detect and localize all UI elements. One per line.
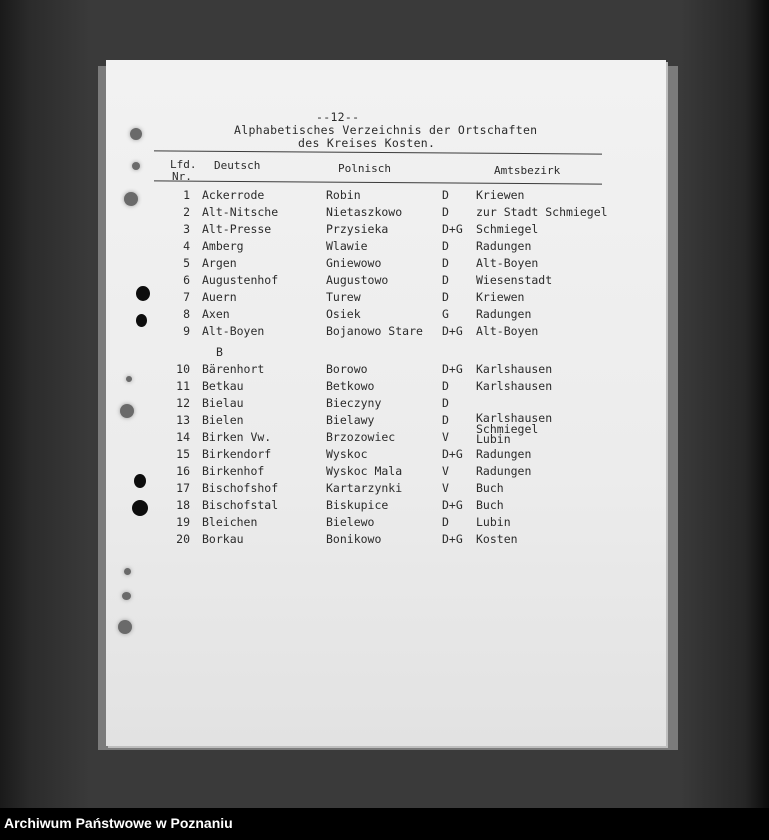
row-number: 7 xyxy=(183,290,190,304)
table-row xyxy=(106,324,666,341)
district-name: Buch xyxy=(476,481,504,495)
header-deutsch: Deutsch xyxy=(214,159,261,172)
polish-name: Augustowo xyxy=(326,273,389,287)
german-name: Betkau xyxy=(202,379,244,393)
row-number: 19 xyxy=(176,515,190,529)
type-code: D xyxy=(442,379,449,393)
document-title: Alphabetisches Verzeichnis der Ortschaften xyxy=(234,123,538,137)
page-number: --12-- xyxy=(316,110,360,124)
polish-name: Biskupice xyxy=(326,498,389,512)
type-code: D xyxy=(442,396,449,410)
german-name: Augustenhof xyxy=(202,273,279,287)
polish-name: Betkowo xyxy=(326,379,375,393)
table-row xyxy=(106,379,666,396)
row-number: 16 xyxy=(176,464,190,478)
type-code: D xyxy=(442,239,449,253)
document-page xyxy=(106,60,666,746)
district-name-secondary: Schmiegel xyxy=(476,422,539,436)
table-row xyxy=(106,532,666,549)
row-number: 9 xyxy=(183,324,190,338)
polish-name: Bonikowo xyxy=(326,532,382,546)
district-name: Wiesenstadt xyxy=(476,273,553,287)
row-number: 11 xyxy=(176,379,190,393)
polish-name: Borowo xyxy=(326,362,368,376)
district-name: Karlshausen xyxy=(476,411,553,425)
german-name: Alt-Presse xyxy=(202,222,272,236)
german-name: Borkau xyxy=(202,532,244,546)
row-number: 15 xyxy=(176,447,190,461)
german-name: Ackerrode xyxy=(202,188,265,202)
row-number: 10 xyxy=(176,362,190,376)
type-code: D+G xyxy=(442,498,463,512)
polish-name: Nietaszkowo xyxy=(326,205,403,219)
type-code: D xyxy=(442,290,449,304)
district-name: Lubin xyxy=(476,515,511,529)
type-code: D+G xyxy=(442,447,463,461)
row-number: 6 xyxy=(183,273,190,287)
polish-name: Kartarzynki xyxy=(326,481,403,495)
row-number: 1 xyxy=(183,188,190,202)
polish-name: Bojanowo Stare xyxy=(326,324,423,338)
district-name: Buch xyxy=(476,498,504,512)
district-name: zur Stadt Schmiegel xyxy=(476,205,608,219)
row-number: 2 xyxy=(183,205,190,219)
table-row xyxy=(106,307,666,324)
polish-name: Turew xyxy=(326,290,361,304)
section-letter-b: B xyxy=(216,345,223,359)
german-name: Auern xyxy=(202,290,237,304)
district-name: Alt-Boyen xyxy=(476,324,539,338)
type-code: G xyxy=(442,307,449,321)
table-row xyxy=(106,447,666,464)
german-name: Birkenhof xyxy=(202,464,265,478)
table-row xyxy=(106,396,666,413)
archive-name: Archiwum Państwowe w Poznaniu xyxy=(4,815,233,831)
header-polnisch: Polnisch xyxy=(338,162,391,175)
district-name: Radungen xyxy=(476,239,532,253)
row-number: 8 xyxy=(183,307,190,321)
row-number: 18 xyxy=(176,498,190,512)
type-code: D xyxy=(442,256,449,270)
archive-footer xyxy=(0,808,769,840)
polish-name: Osiek xyxy=(326,307,361,321)
type-code: D xyxy=(442,205,449,219)
polish-name: Bielewo xyxy=(326,515,375,529)
row-number: 20 xyxy=(176,532,190,546)
row-number: 12 xyxy=(176,396,190,410)
german-name: Bleichen xyxy=(202,515,258,529)
district-name: Radungen xyxy=(476,464,532,478)
row-number: 17 xyxy=(176,481,190,495)
document-content xyxy=(106,60,666,746)
type-code: V xyxy=(442,430,449,444)
polish-name: Bielawy xyxy=(326,413,375,427)
table-row xyxy=(106,411,666,436)
type-code: D xyxy=(442,413,449,427)
table-row xyxy=(106,188,666,205)
german-name: Alt-Boyen xyxy=(202,324,265,338)
german-name: Alt-Nitsche xyxy=(202,205,279,219)
table-row xyxy=(106,515,666,532)
district-name: Radungen xyxy=(476,307,532,321)
german-name: Birken Vw. xyxy=(202,430,272,444)
header-nr: Nr. xyxy=(172,170,192,183)
polish-name: Wyskoc xyxy=(326,447,368,461)
type-code: D+G xyxy=(442,324,463,338)
header-rule-bottom xyxy=(154,180,602,184)
type-code: V xyxy=(442,464,449,478)
table-row xyxy=(106,205,666,222)
polish-name: Przysieka xyxy=(326,222,389,236)
polish-name: Wyskoc Mala xyxy=(326,464,403,478)
district-name: Karlshausen xyxy=(476,362,553,376)
district-name: Alt-Boyen xyxy=(476,256,539,270)
polish-name: Brzozowiec xyxy=(326,430,396,444)
district-name: Radungen xyxy=(476,447,532,461)
german-name: Argen xyxy=(202,256,237,270)
document-subtitle: des Kreises Kosten. xyxy=(298,136,436,150)
type-code: D+G xyxy=(442,362,463,376)
table-row xyxy=(106,273,666,290)
type-code: D xyxy=(442,188,449,202)
type-code: D xyxy=(442,273,449,287)
district-name: Karlshausen xyxy=(476,379,553,393)
type-code: D xyxy=(442,515,449,529)
district-name: Kriewen xyxy=(476,290,525,304)
table-row xyxy=(106,256,666,273)
table-row xyxy=(106,222,666,239)
district-name: Schmiegel xyxy=(476,222,539,236)
german-name: Birkendorf xyxy=(202,447,272,461)
polish-name: Gniewowo xyxy=(326,256,382,270)
row-number: 3 xyxy=(183,222,190,236)
polish-name: Robin xyxy=(326,188,361,202)
table-row xyxy=(106,464,666,481)
german-name: Axen xyxy=(202,307,230,321)
german-name: Amberg xyxy=(202,239,244,253)
district-name: Kosten xyxy=(476,532,518,546)
header-amtsbezirk: Amtsbezirk xyxy=(494,164,561,177)
table-row xyxy=(106,362,666,379)
german-name: Bischofstal xyxy=(202,498,279,512)
german-name: Bischofshof xyxy=(202,481,279,495)
german-name: Bielau xyxy=(202,396,244,410)
table-row xyxy=(106,430,666,447)
district-name: Lubin xyxy=(476,432,511,446)
table-row xyxy=(106,290,666,307)
type-code: V xyxy=(442,481,449,495)
german-name: Bielen xyxy=(202,413,244,427)
row-number: 14 xyxy=(176,430,190,444)
row-number: 4 xyxy=(183,239,190,253)
polish-name: Bieczyny xyxy=(326,396,382,410)
header-lfd: Lfd. xyxy=(170,158,197,171)
row-number: 5 xyxy=(183,256,190,270)
polish-name: Wlawie xyxy=(326,239,368,253)
type-code: D+G xyxy=(442,222,463,236)
header-rule-top xyxy=(154,150,602,154)
table-row xyxy=(106,481,666,498)
type-code: D+G xyxy=(442,532,463,546)
table-row xyxy=(106,239,666,256)
row-number: 13 xyxy=(176,413,190,427)
table-row xyxy=(106,498,666,515)
district-name: Kriewen xyxy=(476,188,525,202)
german-name: Bärenhort xyxy=(202,362,265,376)
